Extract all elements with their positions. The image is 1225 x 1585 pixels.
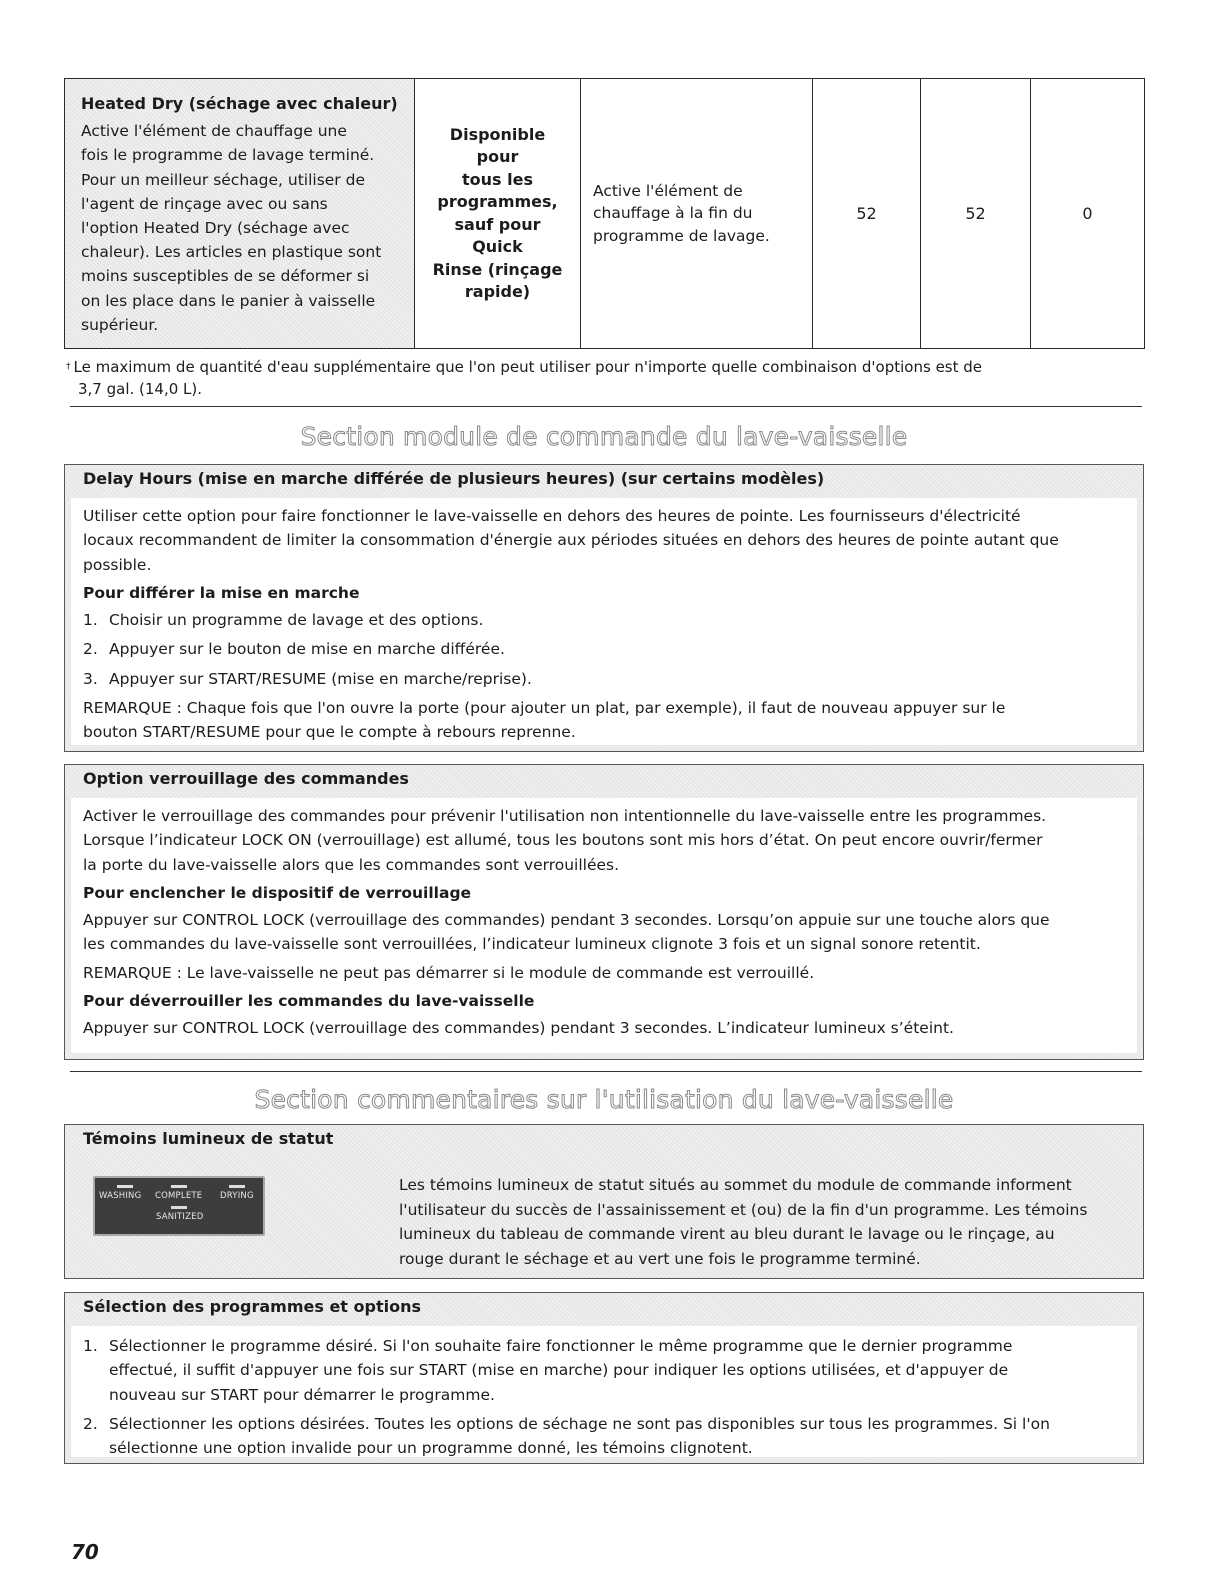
option-table xyxy=(64,78,1145,349)
washing-led-icon xyxy=(117,1185,133,1188)
drying-led-icon xyxy=(229,1185,245,1188)
list-item xyxy=(83,1412,1125,1461)
panel-body xyxy=(71,1326,1137,1457)
option-description xyxy=(81,119,400,337)
paragraph xyxy=(83,504,1125,577)
panel-body xyxy=(71,798,1137,1053)
step-number: 3. xyxy=(83,669,98,688)
status-lights-panel xyxy=(64,1124,1144,1279)
divider xyxy=(70,406,1142,407)
table-row xyxy=(65,79,1145,349)
text-line: locaux recommandent de limiter la consommation d'énergie aux périodes situées en dehors des heures de pointe autant que xyxy=(83,531,1059,550)
step-text: Appuyer sur le bouton de mise en marche différée. xyxy=(109,640,505,659)
divider xyxy=(70,1071,1142,1072)
text-line: Lorsque l’indicateur LOCK ON (verrouillage) est allumé, tous les boutons sont mis hors d’état. On peut encore ouvrir/fermer xyxy=(83,831,1043,850)
complete-label: COMPLETE xyxy=(155,1191,203,1201)
text-line: fois le programme de lavage terminé. xyxy=(81,146,375,165)
text-line: Active l'élément de xyxy=(593,181,743,200)
text-line: effectué, il suffit d'appuyer une fois sur START (mise en marche) pour indiquer les options utilisées, et d'appuyer de xyxy=(109,1361,1009,1380)
paragraph xyxy=(83,908,1125,957)
text-line: Activer le verrouillage des commandes pour prévenir l'utilisation non intentionnelle du lave-vaisselle entre les programmes. xyxy=(83,807,1047,825)
footnote-text: 3,7 gal. (14,0 L). xyxy=(78,380,203,398)
text-line: sélectionne une option invalide pour un programme donné, les témoins clignotent. xyxy=(109,1439,753,1458)
footnote-marker: † xyxy=(66,362,71,372)
text-line: lumineux du tableau de commande virent au bleu durant le lavage ou le rinçage, au xyxy=(399,1225,1055,1243)
page-number: 70 xyxy=(71,1540,99,1564)
text-line: chaleur). Les articles en plastique sont xyxy=(81,243,382,262)
text-line: Appuyer sur CONTROL LOCK (verrouillage des commandes) pendant 3 secondes. Lorsqu’on appuie sur une touche alors que xyxy=(83,911,1050,930)
panel-heading: Témoins lumineux de statut xyxy=(83,1129,334,1148)
value-cell-1: 52 xyxy=(813,79,921,349)
text-line: Utiliser cette option pour faire fonctionner le lave-vaisselle en dehors des heures de pointe. Les fournisseurs d'électricité xyxy=(83,507,1021,525)
steps-list xyxy=(83,608,1125,691)
drying-label: DRYING xyxy=(220,1191,254,1201)
text-line: nouveau sur START pour démarrer le programme. xyxy=(109,1385,495,1404)
value-cell-2: 52 xyxy=(921,79,1031,349)
text-line: sauf pour Quick xyxy=(454,214,541,256)
text-line: on les place dans le panier à vaisselle xyxy=(81,291,376,310)
step-number: 2. xyxy=(83,640,98,659)
subheading: Pour enclencher le dispositif de verrouillage xyxy=(83,883,472,902)
text-line: la porte du lave-vaisselle alors que les commandes sont verrouillées. xyxy=(83,855,620,874)
text-line: possible. xyxy=(83,555,152,574)
text-line: l'utilisateur du succès de l'assainissement et (ou) de la fin d'un programme. Les témoins xyxy=(399,1200,1088,1219)
text-line: Les témoins lumineux de statut situés au sommet du module de commande informent xyxy=(399,1176,1072,1194)
text-line: l'agent de rinçage avec ou sans xyxy=(81,194,328,213)
text-line: supérieur. xyxy=(81,315,159,334)
step-number: 1. xyxy=(83,611,98,630)
option-title: Heated Dry (séchage avec chaleur) xyxy=(81,93,398,113)
text-line: rouge durant le séchage et au vert une fois le programme terminé. xyxy=(399,1249,921,1268)
list-item xyxy=(83,1334,1125,1407)
text-line: programmes, xyxy=(437,192,558,211)
availability-cell xyxy=(415,79,581,349)
step-text: Appuyer sur START/RESUME (mise en marche/reprise). xyxy=(109,669,532,688)
text-line: Active l'élément de chauffage une xyxy=(81,122,347,141)
text-line: Rinse (rinçage xyxy=(432,259,563,279)
washing-label: WASHING xyxy=(99,1191,142,1201)
list-item xyxy=(83,667,1125,691)
option-description-cell xyxy=(65,79,415,349)
paragraph xyxy=(83,804,1125,877)
note xyxy=(83,696,1125,745)
section-title: Section commentaires sur l'utilisation du lave-vaisselle xyxy=(254,1085,954,1114)
list-item xyxy=(83,608,1125,632)
status-description xyxy=(399,1173,1129,1271)
panel-heading: Option verrouillage des commandes xyxy=(83,769,409,788)
panel-heading: Delay Hours (mise en marche différée de plusieurs heures) (sur certains modèles) xyxy=(83,469,825,488)
panel-body xyxy=(71,498,1137,745)
steps-list xyxy=(83,1334,1125,1460)
text-line: REMARQUE : Chaque fois que l'on ouvre la porte (pour ajouter un plat, par exemple), il faut de nouveau appuyer sur le xyxy=(83,699,1006,718)
text-line: rapide) xyxy=(464,282,531,301)
text-line: moins susceptibles de se déformer si xyxy=(81,267,370,286)
value-cell-3: 0 xyxy=(1031,79,1145,349)
step-number: 2. xyxy=(83,1414,98,1433)
control-lock-panel xyxy=(64,764,1144,1060)
text-line: Pour un meilleur séchage, utiliser de xyxy=(81,170,365,189)
panel-heading: Sélection des programmes et options xyxy=(83,1297,421,1316)
text-line: tous les xyxy=(462,169,533,189)
step-number: 1. xyxy=(83,1337,98,1355)
sanitized-label: SANITIZED xyxy=(156,1212,204,1222)
section-title: Section module de commande du lave-vaisselle xyxy=(300,422,908,451)
complete-led-icon xyxy=(171,1185,187,1188)
status-indicator-image xyxy=(93,1176,265,1236)
footnote xyxy=(66,356,1136,400)
note: REMARQUE : Le lave-vaisselle ne peut pas démarrer si le module de commande est verrouillé. xyxy=(83,963,815,982)
text-line: Sélectionner le programme désiré. Si l'on souhaite faire fonctionner le même programme que le dernier programme xyxy=(109,1337,1013,1355)
subheading: Pour déverrouiller les commandes du lave-vaisselle xyxy=(83,992,535,1011)
program-selection-panel xyxy=(64,1292,1144,1464)
action-cell xyxy=(581,79,813,349)
text-line: Disponible pour xyxy=(449,124,546,166)
footnote-text: Le maximum de quantité d'eau supplémentaire que l'on peut utiliser pour n'importe quelle combinaison d'options est de xyxy=(73,358,983,376)
paragraph: Appuyer sur CONTROL LOCK (verrouillage des commandes) pendant 3 secondes. L’indicateur lumineux s’éteint. xyxy=(83,1019,954,1038)
text-line: chauffage à la fin du xyxy=(593,204,753,223)
list-item xyxy=(83,637,1125,661)
text-line: Sélectionner les options désirées. Toutes les options de séchage ne sont pas disponibles sur tous les programmes. Si l'on xyxy=(109,1414,1050,1433)
text-line: bouton START/RESUME pour que le compte à rebours reprenne. xyxy=(83,723,576,742)
delay-hours-panel xyxy=(64,464,1144,752)
text-line: programme de lavage. xyxy=(593,226,770,245)
footnote-line xyxy=(66,356,1136,378)
sanitized-led-icon xyxy=(171,1206,187,1209)
text-line: l'option Heated Dry (séchage avec xyxy=(81,219,350,237)
subheading: Pour différer la mise en marche xyxy=(83,583,360,602)
step-text: Choisir un programme de lavage et des options. xyxy=(109,611,484,630)
text-line: les commandes du lave-vaisselle sont verrouillées, l’indicateur lumineux clignote 3 fois et un signal sonore retentit. xyxy=(83,935,981,954)
